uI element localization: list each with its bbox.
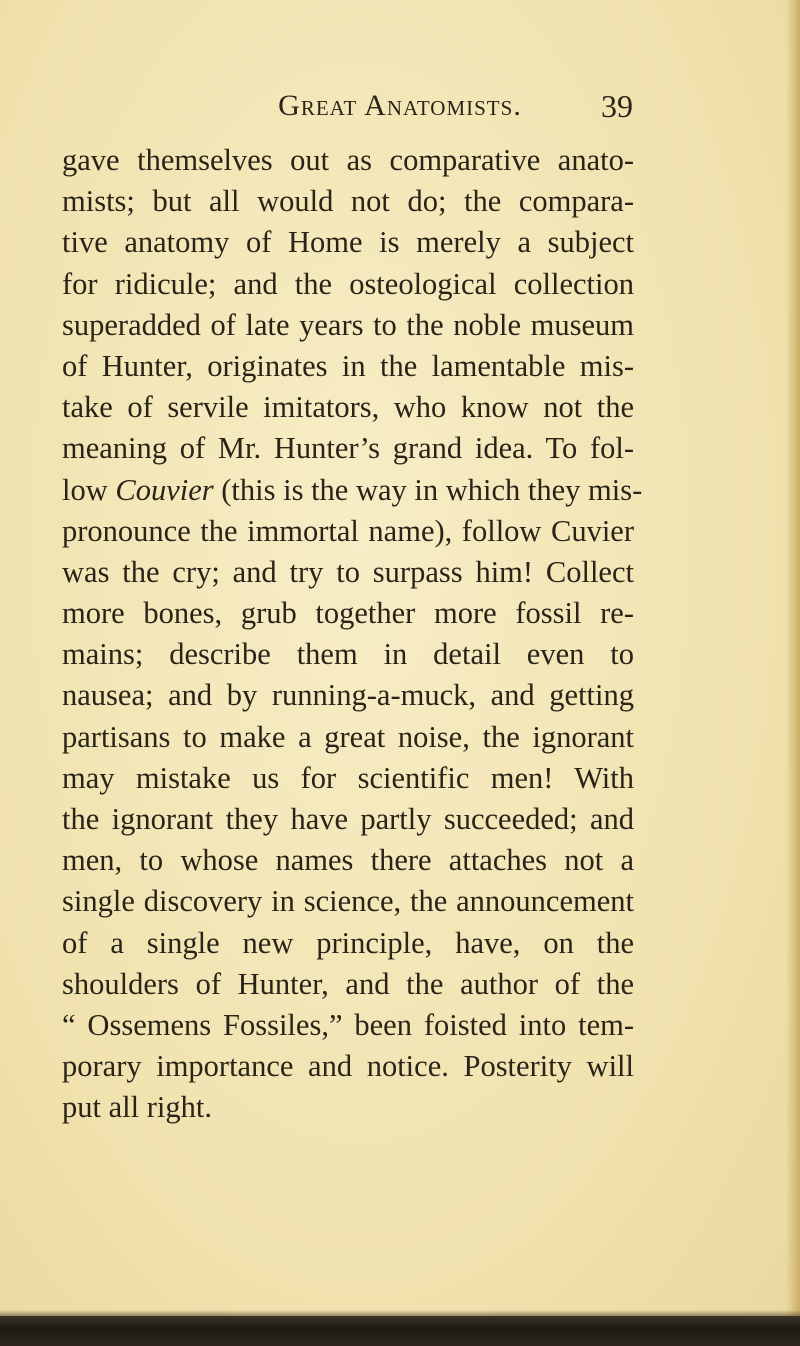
text-line: of Hunter, originates in the lamentable mis- (62, 348, 634, 383)
text-line: porary importance and notice. Posterity will (62, 1049, 634, 1084)
text-line: more bones, grub together more fossil re- (62, 596, 634, 631)
italic-word: Couvier (115, 472, 214, 507)
text-line: of a single new principle, have, on the (62, 925, 634, 960)
text-line: mists; but all would not do; the compara- (62, 184, 634, 219)
text-line: for ridicule; and the osteological collection (62, 266, 634, 301)
text-line: take of servile imitators, who know not the (62, 390, 634, 425)
page-edge-shadow (786, 0, 800, 1346)
text-line: “ Ossemens Fossiles,” been foisted into tem- (62, 1007, 634, 1042)
text-line: superadded of late years to the noble museum (62, 307, 634, 342)
running-head-title: Great Anatomists. (278, 89, 522, 122)
text-line: may mistake us for scientific men! With (62, 760, 634, 795)
text-line: meaning of Mr. Hunter’s grand idea. To fol- (62, 431, 634, 466)
text-line: pronounce the immortal name), follow Cuvier (62, 513, 634, 548)
body-paragraph (62, 140, 643, 1129)
text-line: single discovery in science, the announcement (62, 884, 634, 919)
text-line: mains; describe them in detail even to (62, 637, 634, 672)
text-line: gave themselves out as comparative anato- (62, 143, 634, 177)
text-line: tive anatomy of Home is merely a subject (62, 225, 634, 260)
text-line: shoulders of Hunter, and the author of the (62, 966, 634, 1001)
text-line: men, to whose names there attaches not a (62, 843, 634, 878)
text-fragment: (this is the way in which they mis- (221, 472, 643, 507)
text-line: partisans to make a great noise, the ignorant (62, 719, 634, 754)
text-line: was the cry; and try to surpass him! Collect (62, 554, 634, 589)
text-line: the ignorant they have partly succeeded; and (62, 802, 634, 836)
text-line (62, 470, 643, 511)
text-fragment: low (62, 472, 108, 507)
page-number: 39 (601, 88, 633, 124)
page-bottom-edge (0, 1316, 800, 1346)
text-line: put all right. (62, 1090, 212, 1125)
text-line: nausea; and by running-a-muck, and getting (62, 678, 634, 713)
